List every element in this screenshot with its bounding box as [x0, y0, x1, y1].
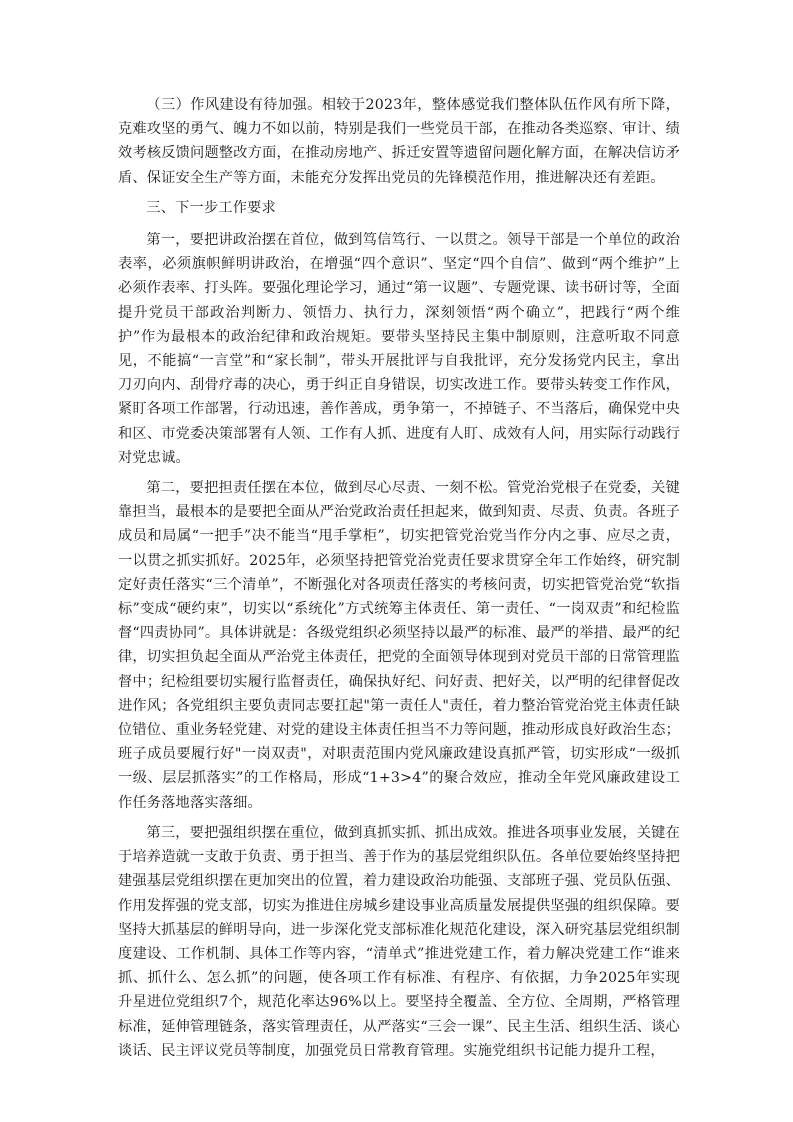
paragraph-organization: 第三，要把强组织摆在重位，做到真抓实抓、抓出成效。推进各项事业发展，关键在于培养造就一支敢于负责、勇于担当、善于作为的基层党组织队伍。各单位要始终坚持把建强基层党组织摆在更加突出的位置，着力建设政治功能强、支部班子强、党员队伍强、作用发挥强的党支部，切实为推进住房城乡建设事业高质量发展提供坚强的组织保障。要坚持大抓基层的鲜明导向，进一步深化党支部标准化规范化建设，深入研究基层党组织制度建设、工作机制、具体工作等内容，“清单式”推进党建工作，着力解决党建工作“谁来抓、抓什么、怎么抓”的问题，使各项工作有标准、有程序、有依据，力争2025年实现升星进位党组织7个，规范化率达96%以上。要坚持全覆盖、全方位、全周期，严格管理标准，延伸管理链条，落实管理责任，从严落实“三会一课”、民主生活、组织生活、谈心谈话、民主评议党员等制度，加强党员日常教育管理。实施党组织书记能力提升工程， [118, 824, 680, 1059]
paragraph-responsibility: 第二，要把担责任摆在本位，做到尽心尽责、一刻不松。管党治党根子在党委，关键靠担当，最根本的是要把全面从严治党政治责任担起来，做到知责、尽责、负责。各班子成员和局属“一把手”决不能当“甩手掌柜”，切实把管党治党当作分内之事、应尽之责，一以贯之抓实抓好。2025年，必须坚持把管党治党责任要求贯穿全年工作始终，研究制定好责任落实“三个清单”，不断强化对各项责任落实的考核问责，切实把管党治党“软指标”变成“硬约束”，切实以“系统化”方式统筹主体责任、第一责任、“一岗双责”和纪检监督“四责协同”。具体讲就是：各级党组织必须坚持以最严的标准、最严的举措、最严的纪律，切实担负起全面从严治党主体责任，把党的全面领导体现到对党员干部的日常管理监督中；纪检组要切实履行监督责任，确保执好纪、问好责、把好关，以严明的纪律督促改进作风；各党组织主要负责同志要扛起"第一责任人"责任，着力整治管党治党主体责任缺位错位、重业务轻党建、对党的建设主体责任担当不力等问题，推动形成良好政治生态；班子成员要履行好"一岗双责"，对职责范围内党风廉政建设真抓严管，切实形成“一级抓一级、层层抓落实”的工作格局，形成“1+3>4”的聚合效应，推动全年党风廉政建设工作任务落地落实落细。 [118, 480, 680, 811]
paragraph-work-style: （三）作风建设有待加强。相较于2023年，整体感觉我们整体队伍作风有所下降，克难攻坚的勇气、魄力不如以前，特别是我们一些党员干部，在推动各类巡察、审计、绩效考核反馈问题整改方面，在推动房地产、拆迁安置等遗留问题化解方面，在解决信访矛盾、保证安全生产等方面，未能充分发挥出党员的先锋模范作用，推进解决还有差距。 [118, 97, 680, 186]
section-heading-next-steps: 三、下一步工作要求 [146, 199, 276, 216]
document-page [118, 93, 680, 1063]
paragraph-politics-first: 第一，要把讲政治摆在首位，做到笃信笃行、一以贯之。领导干部是一个单位的政治表率，必须旗帜鲜明讲政治，在增强“四个意识”、坚定“四个自信”、做到“两个维护”上必须作表率、打头阵。要强化理论学习，通过“第一议题”、专题党课、读书研讨等，全面提升党员干部政治判断力、领悟力、执行力，深刻领悟“两个确立”，把践行“两个维护”作为最根本的政治纪律和政治规矩。要带头坚持民主集中制原则，注意听取不同意见，不能搞“一言堂”和“家长制”，带头开展批评与自我批评，充分发扬党内民主，拿出刀刃向内、刮骨疗毒的决心，勇于纠正自身错误，切实改进工作。要带头转变工作作风，紧盯各项工作部署，行动迅速，善作善成，勇争第一，不掉链子、不当落后，确保党中央和区、市党委决策部署有人领、工作有人抓、进度有人盯、成效有人问，用实际行动践行对党忠诚。 [118, 232, 680, 466]
